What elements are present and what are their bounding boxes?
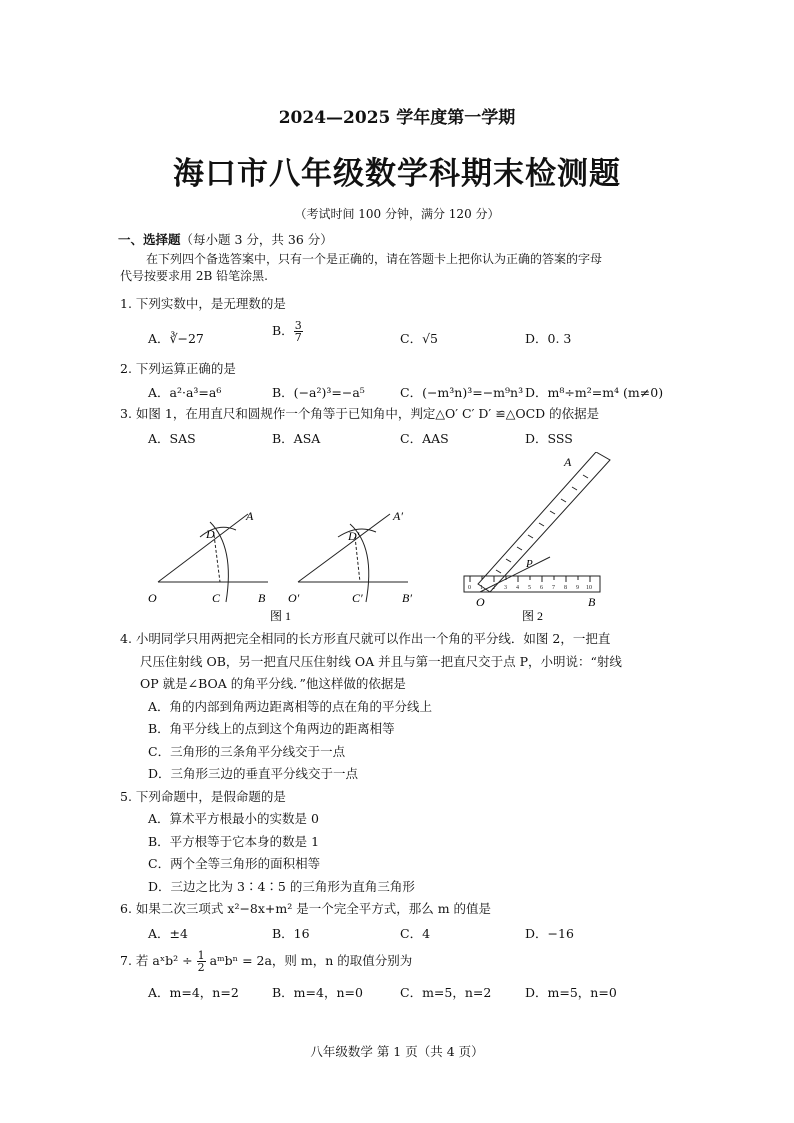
q7-option-c: C．m=5，n=2 — [400, 985, 492, 1000]
q1-option-a: A．∛−27 — [148, 331, 204, 346]
question-7 — [120, 950, 412, 973]
instructions-line-1: 在下列四个备选答案中，只有一个是正确的，请在答题卡上把你认为正确的答案的字母 — [146, 252, 603, 266]
label-a-prime: A′ — [393, 509, 403, 523]
q6-option-d: D．−16 — [525, 926, 574, 941]
question-6 — [120, 901, 491, 917]
exam-info: （考试时间 100 分钟，满分 120 分） — [294, 207, 500, 221]
label-a: A — [246, 509, 254, 523]
q3-option-d: D．SSS — [525, 431, 573, 446]
svg-text:8: 8 — [564, 585, 567, 591]
q7-option-d: D．m=5，n=0 — [525, 985, 617, 1000]
question-number: 3. — [120, 406, 132, 421]
q7-option-a: A．m=4，n=2 — [148, 985, 239, 1000]
figure-1-caption: 图 1 — [270, 609, 292, 623]
q2-option-c: C．(−m³n)³=−m⁹n³ — [400, 385, 524, 400]
question-stem: 如果二次三项式 x²−8x+m² 是一个完全平方式，那么 m 的值是 — [135, 901, 492, 916]
label-b-fig2: B — [588, 595, 596, 609]
section-note: （每小题 3 分，共 36 分） — [180, 232, 333, 247]
figures — [140, 452, 620, 624]
q3-option-b: B．ASA — [272, 431, 321, 446]
figure-2 — [464, 452, 610, 592]
question-stem: 下列命题中，是假命题的是 — [135, 789, 286, 804]
term-heading: 2024—2025 学年度第一学期 — [278, 108, 516, 128]
question-number: 4. — [120, 631, 132, 646]
q2-option-d: D．m⁸÷m²=m⁴ (m≠0) — [525, 385, 664, 400]
label-d-prime: D′ — [348, 529, 360, 543]
svg-text:2: 2 — [492, 585, 495, 591]
svg-text:1: 1 — [480, 585, 483, 591]
slanted-ruler-ticks — [496, 475, 588, 573]
question-5 — [120, 789, 286, 805]
q5-option-b: B．平方根等于它本身的数是 1 — [148, 834, 320, 849]
q5-option-d: D．三边之比为 3∶4∶5 的三角形为直角三角形 — [148, 879, 415, 894]
fraction: $\frac{3}{7}$ — [294, 319, 302, 344]
fraction: $\frac{1}{2}$ — [197, 949, 205, 974]
q6-option-c: C．4 — [400, 926, 431, 941]
label-o-prime: O′ — [288, 591, 300, 605]
q1-option-d: D．0. 3 — [525, 331, 572, 346]
q3-option-a: A．SAS — [148, 431, 196, 446]
question-stem-pre: 若 aˣb² ÷ — [135, 953, 197, 968]
label-o: O — [148, 591, 157, 605]
question-number: 6. — [120, 901, 132, 916]
question-4-line-2: 尺压住射线 OB，另一把直尺压住射线 OA 并且与第一把直尺交于点 P，小明说：“射线 — [140, 654, 622, 669]
q4-option-d: D．三角形三边的垂直平分线交于一点 — [148, 766, 359, 781]
svg-text:0: 0 — [468, 585, 471, 591]
question-3 — [120, 406, 599, 422]
label-a-fig2: A — [564, 455, 572, 469]
q1-option-c: C．√5 — [400, 331, 438, 346]
q3-option-c: C．AAS — [400, 431, 449, 446]
q6-option-b: B．16 — [272, 926, 310, 941]
instructions-line-2: 代号按要求用 2B 铅笔涂黑. — [120, 269, 268, 283]
label-c: C — [212, 591, 221, 605]
q4-option-c: C．三角形的三条角平分线交于一点 — [148, 744, 346, 759]
q6-option-a: A．±4 — [148, 926, 188, 941]
svg-text:6: 6 — [540, 585, 543, 591]
q5-option-a: A．算术平方根最小的实数是 0 — [148, 811, 319, 826]
question-4-line-1 — [120, 631, 610, 647]
label-c-prime: C′ — [352, 591, 363, 605]
q2-option-a: A．a²·a³=a⁶ — [148, 385, 222, 400]
question-number: 2. — [120, 361, 132, 376]
q2-option-b: B．(−a²)³=−a⁵ — [272, 385, 365, 400]
svg-text:4: 4 — [516, 585, 519, 591]
question-number: 5. — [120, 789, 132, 804]
svg-text:5: 5 — [528, 585, 531, 591]
label-b: B — [258, 591, 266, 605]
label-o-fig2: O — [476, 595, 485, 609]
question-stem-post: aᵐbⁿ = 2a，则 m，n 的取值分别为 — [205, 953, 413, 968]
question-4-line-3: OP 就是∠BOA 的角平分线．”他这样做的依据是 — [140, 676, 406, 691]
question-stem: 下列实数中，是无理数的是 — [135, 296, 286, 311]
q1-option-b: B． $\frac{3}{7}$ — [272, 319, 302, 344]
svg-text:3: 3 — [504, 585, 507, 591]
label-p-fig2: P — [526, 558, 533, 570]
svg-text:10: 10 — [586, 585, 592, 591]
q4-option-a: A．角的内部到角两边距离相等的点在角的平分线上 — [148, 699, 433, 714]
question-stem: 如图 1，在用直尺和圆规作一个角等于已知角中，判定△O′ C′ D′ ≌△OCD 的依据是 — [135, 406, 600, 421]
question-1 — [120, 296, 286, 312]
svg-text:9: 9 — [576, 585, 579, 591]
q4-option-b: B．角平分线上的点到这个角两边的距离相等 — [148, 721, 395, 736]
page-title: 海口市八年级数学科期末检测题 — [173, 156, 621, 192]
question-stem: 下列运算正确的是 — [135, 361, 236, 376]
section-title: 一、选择题 — [118, 232, 181, 247]
question-number: 7. — [120, 953, 132, 968]
q7-option-b: B．m=4，n=0 — [272, 985, 363, 1000]
figure-1-right — [298, 514, 408, 602]
horizontal-ruler-ticks — [470, 576, 590, 582]
label-d: D — [206, 527, 215, 541]
question-stem: 小明同学只用两把完全相同的长方形直尺就可以作出一个角的平分线．如图 2，一把直 — [135, 631, 611, 646]
svg-text:7: 7 — [552, 585, 555, 591]
page-footer: 八年级数学 第 1 页（共 4 页） — [310, 1044, 484, 1059]
figure-2-caption: 图 2 — [522, 609, 544, 623]
q5-option-c: C．两个全等三角形的面积相等 — [148, 856, 321, 871]
section-heading — [118, 232, 333, 248]
question-2 — [120, 361, 236, 377]
label-b-prime: B′ — [402, 591, 412, 605]
question-number: 1. — [120, 296, 132, 311]
